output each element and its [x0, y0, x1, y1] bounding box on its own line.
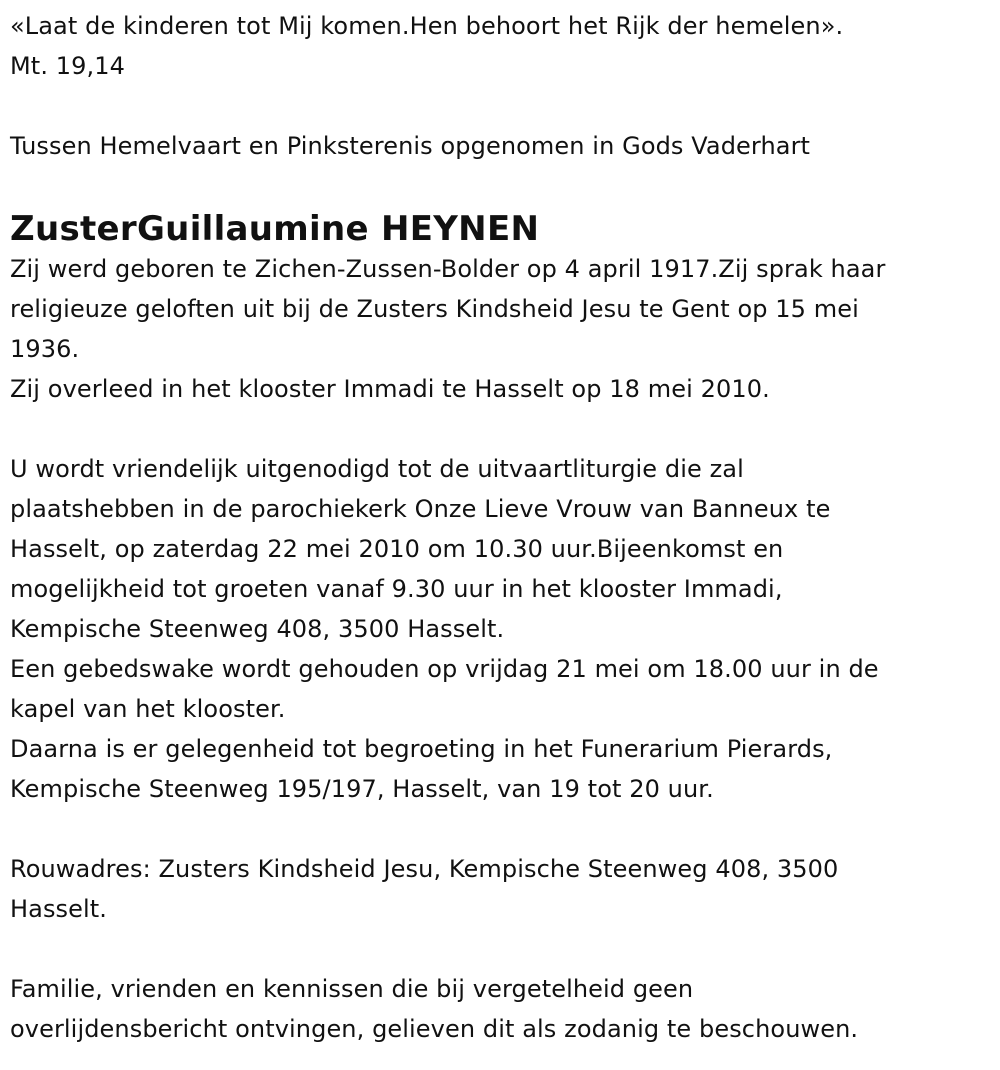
spacer: [10, 809, 990, 849]
deceased-name: ZusterGuillaumine HEYNEN: [10, 209, 540, 249]
intro-text: [10, 126, 990, 166]
quote-text: «Laat de kinderen tot Mij komen.Hen behoort het Rijk der hemelen».: [10, 12, 844, 40]
closing-line: Familie, vrienden en kennissen die bij vergetelheid geen: [10, 975, 694, 1003]
obituary-document: [10, 6, 990, 1049]
service-line: Hasselt, op zaterdag 22 mei 2010 om 10.30 uur.Bijeenkomst en: [10, 535, 784, 563]
mourning-address: [10, 849, 990, 929]
service-line: plaatshebben in de parochiekerk Onze Lieve Vrouw van Banneux te: [10, 495, 831, 523]
service-line: U wordt vriendelijk uitgenodigd tot de uitvaartliturgie die zal: [10, 455, 744, 483]
service-line: kapel van het klooster.: [10, 695, 286, 723]
service-line: Kempische Steenweg 195/197, Hasselt, van 19 tot 20 uur.: [10, 775, 714, 803]
address-line: Rouwadres: Zusters Kindsheid Jesu, Kempische Steenweg 408, 3500: [10, 855, 839, 883]
service-line: Kempische Steenweg 408, 3500 Hasselt.: [10, 615, 505, 643]
bible-quote: [10, 6, 990, 86]
service-line: Daarna is er gelegenheid tot begroeting in het Funerarium Pierards,: [10, 735, 833, 763]
spacer: [10, 166, 990, 206]
service-line: Een gebedswake wordt gehouden op vrijdag 21 mei om 18.00 uur in de: [10, 655, 879, 683]
address-line: Hasselt.: [10, 895, 108, 923]
bio-line: Zij overleed in het klooster Immadi te Hasselt op 18 mei 2010.: [10, 375, 770, 403]
closing-notice: [10, 969, 990, 1049]
quote-reference: Mt. 19,14: [10, 52, 125, 80]
bio-line: religieuze geloften uit bij de Zusters Kindsheid Jesu te Gent op 15 mei: [10, 295, 859, 323]
service-line: mogelijkheid tot groeten vanaf 9.30 uur in het klooster Immadi,: [10, 575, 783, 603]
spacer: [10, 929, 990, 969]
bio-line: Zij werd geboren te Zichen-Zussen-Bolder op 4 april 1917.Zij sprak haar: [10, 255, 886, 283]
spacer: [10, 409, 990, 449]
closing-line: overlijdensbericht ontvingen, gelieven dit als zodanig te beschouwen.: [10, 1015, 859, 1043]
biography: [10, 249, 990, 409]
spacer: [10, 86, 990, 126]
intro-line: Tussen Hemelvaart en Pinksterenis opgenomen in Gods Vaderhart: [10, 132, 811, 160]
bio-line: 1936.: [10, 335, 80, 363]
funeral-service-info: [10, 449, 990, 809]
